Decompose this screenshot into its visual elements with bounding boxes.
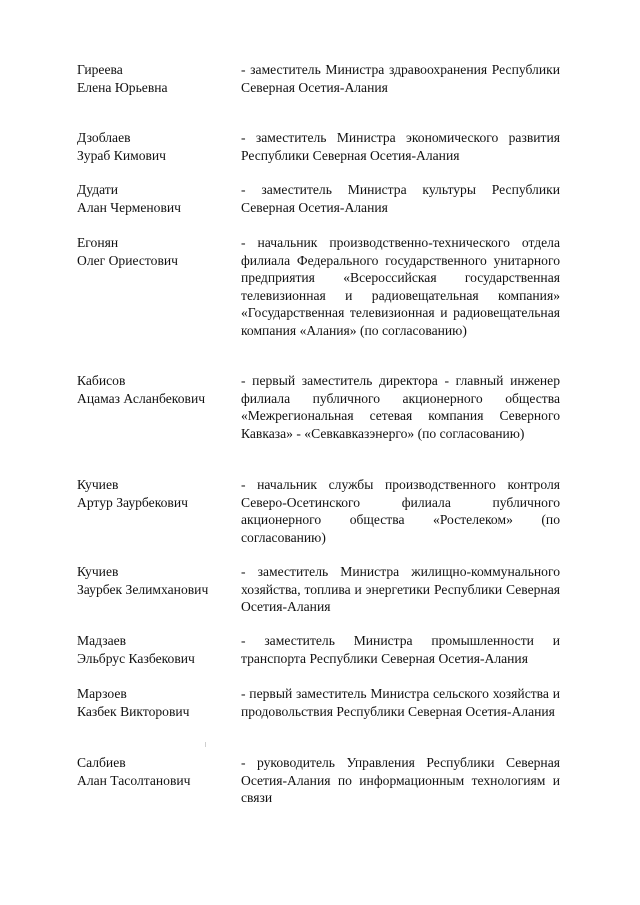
member-role: - заместитель Министра здравоохранения Республики Северная Осетия-Алания: [241, 62, 560, 95]
member-first-names: Артур Заурбекович: [77, 494, 188, 510]
member-name: [77, 754, 237, 789]
member-name: [77, 632, 237, 667]
member-first-names: Ацамаз Асланбекович: [77, 390, 206, 406]
member-last-name: Дзоблаев: [77, 130, 131, 145]
member-role: - первый заместитель Министра сельского хозяйства и продовольствия Республики Северная Осетия-Алания: [241, 686, 560, 719]
member-last-name: Гиреева: [77, 62, 123, 77]
member-last-name: Кучиев: [77, 477, 119, 492]
member-name: [77, 372, 237, 407]
member-first-names: Эльбрус Казбекович: [77, 650, 195, 666]
member-first-names: Алан Тасолтанович: [77, 772, 191, 788]
member-role: - начальник службы производственного контроля Северо-Осетинского филиала публичного акционерного общества «Ростелеком» (по согласованию): [241, 477, 560, 545]
member-last-name: Кабисов: [77, 373, 126, 388]
member-role: - первый заместитель директора - главный инженер филиала публичного акционерного общества «Межрегиональная сетевая компания Северного Кавказа» - «Севкавказэнерго» (по согласованию): [241, 373, 560, 441]
member-name: [77, 685, 237, 720]
member-last-name: Мадзаев: [77, 633, 127, 648]
member-first-names: Заурбек Зелимханович: [77, 581, 209, 597]
member-role: - заместитель Министра промышленности и транспорта Республики Северная Осетия-Алания: [241, 633, 560, 666]
member-name: [77, 476, 237, 511]
member-first-names: Олег Ориестович: [77, 252, 178, 268]
member-name: [77, 563, 237, 598]
member-name: [77, 129, 237, 164]
member-last-name: Кучиев: [77, 564, 119, 579]
member-first-names: Зураб Кимович: [77, 147, 167, 163]
member-first-names: Казбек Викторович: [77, 703, 190, 719]
member-name: [77, 61, 237, 96]
member-role: - руководитель Управления Республики Северная Осетия-Алания по информационным технологиям и связи: [241, 755, 560, 806]
scan-speck: [205, 742, 206, 747]
member-last-name: Салбиев: [77, 755, 126, 770]
member-first-names: Елена Юрьевна: [77, 79, 168, 95]
member-last-name: Егонян: [77, 235, 119, 250]
member-role: - начальник производственно-технического отдела филиала Федерального государственного унитарного предприятия «Всероссийская государственная телевизионная и радиовещательная компания» «Государственная телевизионная и радиовещательная компания «Алания» (по согласованию): [241, 235, 560, 338]
member-role: - заместитель Министра экономического развития Республики Северная Осетия-Алания: [241, 130, 560, 163]
member-role: - заместитель Министра культуры Республики Северная Осетия-Алания: [241, 182, 560, 215]
member-name: [77, 234, 237, 269]
member-role: - заместитель Министра жилищно-коммунального хозяйства, топлива и энергетики Республики Северная Осетия-Алания: [241, 564, 560, 615]
member-first-names: Алан Черменович: [77, 199, 182, 215]
member-name: [77, 181, 237, 216]
member-last-name: Дудати: [77, 182, 119, 197]
member-last-name: Марзоев: [77, 686, 127, 701]
